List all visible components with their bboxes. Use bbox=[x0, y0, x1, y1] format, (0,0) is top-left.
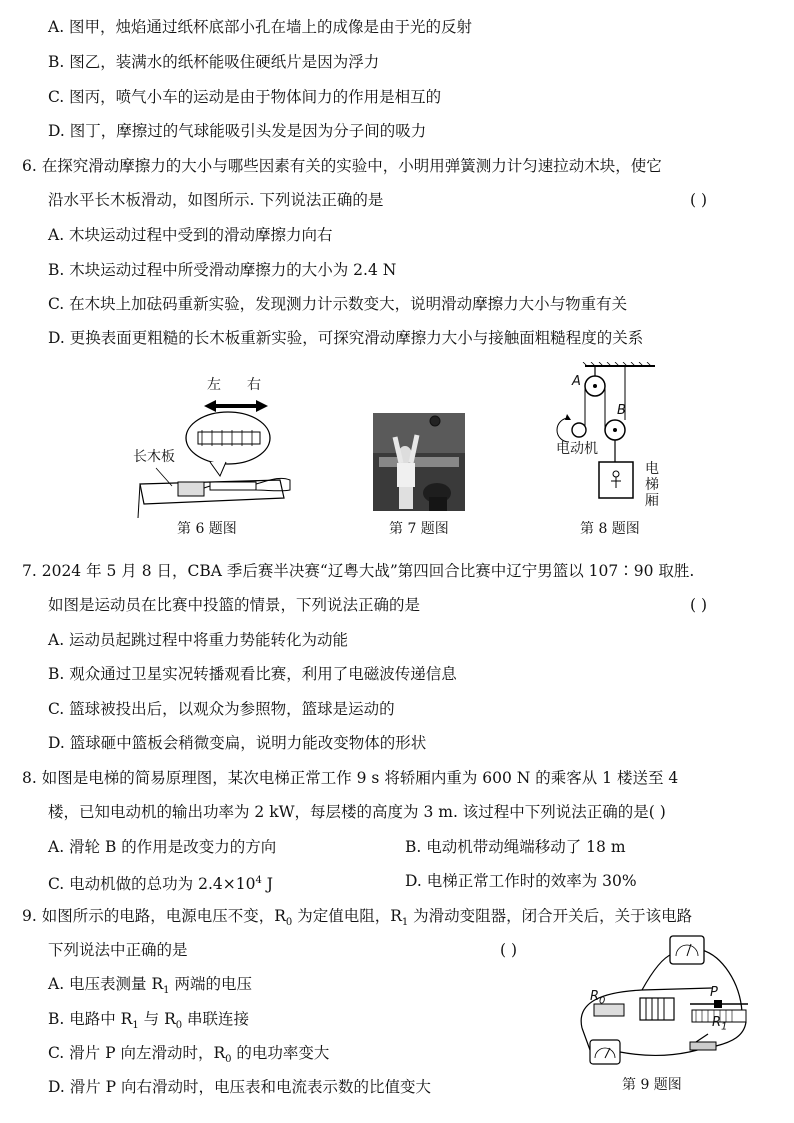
fig9-r1-letter: R bbox=[712, 1015, 722, 1030]
q9-option-b-text-1: B. 电路中 R bbox=[48, 1010, 133, 1028]
fig9-r1-sub: 1 bbox=[721, 1021, 728, 1033]
q8-option-b: B. 电动机带动绳端移动了 18 m bbox=[405, 838, 626, 856]
q8-option-c bbox=[48, 870, 273, 895]
q9-option-c bbox=[48, 1042, 329, 1071]
q9-option-a-sub: 1 bbox=[163, 985, 170, 997]
q9-stem-sub-0: 0 bbox=[285, 917, 293, 929]
q9-stem-text-1: 9. 如图所示的电路，电源电压不变，R bbox=[22, 907, 286, 925]
q9-option-c-sub: 0 bbox=[225, 1054, 232, 1066]
q9-option-c-text-1: C. 滑片 P 向左滑动时，R bbox=[48, 1044, 226, 1062]
q9-stem-line1 bbox=[22, 905, 692, 934]
q6-stem-line2: 沿水平长木板滑动，如图所示. 下列说法正确的是 bbox=[48, 191, 384, 209]
q9-answer-paren: ( ) bbox=[500, 941, 518, 959]
fig6-right-label: 右 bbox=[247, 377, 261, 393]
figure-6-friction-setup bbox=[130, 372, 300, 522]
fig9-r0-sub: 0 bbox=[599, 995, 606, 1007]
q9-option-b-sub-1: 1 bbox=[132, 1020, 139, 1032]
q9-option-a bbox=[48, 973, 252, 1002]
q5-option-a: A. 图甲，烛焰通过纸杯底部小孔在墙上的成像是由于光的反射 bbox=[48, 18, 473, 36]
q7-option-b: B. 观众通过卫星实况转播观看比赛，利用了电磁波传递信息 bbox=[48, 665, 457, 683]
q9-option-c-text-2: 的电功率变大 bbox=[231, 1044, 330, 1062]
q9-option-d: D. 滑片 P 向右滑动时，电压表和电流表示数的比值变大 bbox=[48, 1078, 432, 1096]
fig8-caption: 第 8 题图 bbox=[580, 521, 640, 537]
figure-7-basketball-photo bbox=[373, 413, 465, 511]
fig7-caption: 第 7 题图 bbox=[389, 521, 449, 537]
fig9-caption: 第 9 题图 bbox=[622, 1077, 682, 1093]
q9-stem-text-3: 为滑动变阻器，闭合开关后，关于该电路 bbox=[408, 907, 693, 925]
q6-answer-paren: ( ) bbox=[690, 191, 708, 209]
q5-option-d: D. 图丁，摩擦过的气球能吸引头发是因为分子间的吸力 bbox=[48, 122, 427, 140]
fig9-r0-letter: R bbox=[590, 989, 600, 1004]
q6-stem-line1: 6. 在探究滑动摩擦力的大小与哪些因素有关的实验中，小明用弹簧测力计匀速拉动木块，使它 bbox=[22, 157, 662, 175]
fig9-r0-label bbox=[590, 988, 605, 1011]
fig6-caption: 第 6 题图 bbox=[177, 521, 237, 537]
q9-option-a-text-1: A. 电压表测量 R bbox=[48, 975, 164, 993]
q5-option-c: C. 图丙，喷气小车的运动是由于物体间力的作用是相互的 bbox=[48, 88, 442, 106]
q6-option-c: C. 在木块上加砝码重新实验，发现测力计示数变大，说明滑动摩擦力大小与物重有关 bbox=[48, 295, 628, 313]
q6-option-b: B. 木块运动过程中所受滑动摩擦力的大小为 2.4 N bbox=[48, 261, 397, 279]
q8-option-d: D. 电梯正常工作时的效率为 30% bbox=[405, 872, 637, 890]
q9-stem-sub-1: 1 bbox=[401, 917, 409, 929]
q9-stem-text-2: 为定值电阻，R bbox=[292, 907, 402, 925]
q9-option-a-text-2: 两端的电压 bbox=[169, 975, 252, 993]
q8-option-c-text: C. 电动机做的总功为 2.4×10 bbox=[48, 875, 256, 894]
q9-option-b-text-2: 与 R bbox=[138, 1010, 176, 1028]
q9-option-b-text-3: 串联连接 bbox=[182, 1010, 250, 1028]
fig8-pulley-a-label: A bbox=[572, 374, 581, 389]
fig8-pulley-b-label: B bbox=[617, 403, 626, 418]
q7-option-d: D. 篮球砸中篮板会稍微变扁，说明力能改变物体的形状 bbox=[48, 734, 427, 752]
q8-option-a: A. 滑轮 B 的作用是改变力的方向 bbox=[48, 838, 277, 856]
q7-answer-paren: ( ) bbox=[690, 596, 708, 614]
fig8-elevator-label-1: 电 bbox=[645, 461, 659, 477]
q8-stem-line1: 8. 如图是电梯的简易原理图，某次电梯正常工作 9 s 将轿厢内重为 600 N 的乘客从 1 楼送至 4 bbox=[22, 769, 679, 787]
q7-option-c: C. 篮球被投出后，以观众为参照物，篮球是运动的 bbox=[48, 700, 395, 718]
q8-stem-line2: 楼，已知电动机的输出功率为 2 kW，每层楼的高度为 3 m. 该过程中下列说法正确的是( ) bbox=[48, 803, 666, 821]
q5-option-b: B. 图乙，装满水的纸杯能吸住硬纸片是因为浮力 bbox=[48, 53, 380, 71]
fig8-elevator-label-2: 梯 bbox=[645, 477, 659, 493]
q7-stem-line2: 如图是运动员在比赛中投篮的情景，下列说法正确的是 bbox=[48, 596, 421, 614]
q7-option-a: A. 运动员起跳过程中将重力势能转化为动能 bbox=[48, 631, 349, 649]
q9-option-b-sub-2: 0 bbox=[175, 1020, 183, 1032]
fig9-p-label: P bbox=[710, 985, 718, 1000]
fig8-elevator-label-3: 厢 bbox=[645, 493, 659, 509]
q7-stem-line1: 7. 2024 年 5 月 8 日，CBA 季后赛半决赛“辽粤大战”第四回合比赛中辽宁男篮以 107∶90 取胜. bbox=[22, 562, 695, 580]
fig9-r1-label bbox=[712, 1014, 727, 1037]
q9-option-b bbox=[48, 1008, 249, 1037]
q6-option-d: D. 更换表面更粗糙的长木板重新实验，可探究滑动摩擦力大小与接触面粗糙程度的关系 bbox=[48, 329, 644, 347]
fig8-motor-label: 电动机 bbox=[556, 441, 598, 457]
fig6-left-label: 左 bbox=[207, 377, 221, 393]
q6-option-a: A. 木块运动过程中受到的滑动摩擦力向右 bbox=[48, 226, 333, 244]
q8-option-c-exponent: 4 bbox=[255, 875, 262, 886]
q9-stem-line2: 下列说法中正确的是 bbox=[48, 941, 188, 959]
q8-option-c-unit: J bbox=[261, 875, 273, 894]
fig6-board-label: 长木板 bbox=[133, 449, 175, 465]
